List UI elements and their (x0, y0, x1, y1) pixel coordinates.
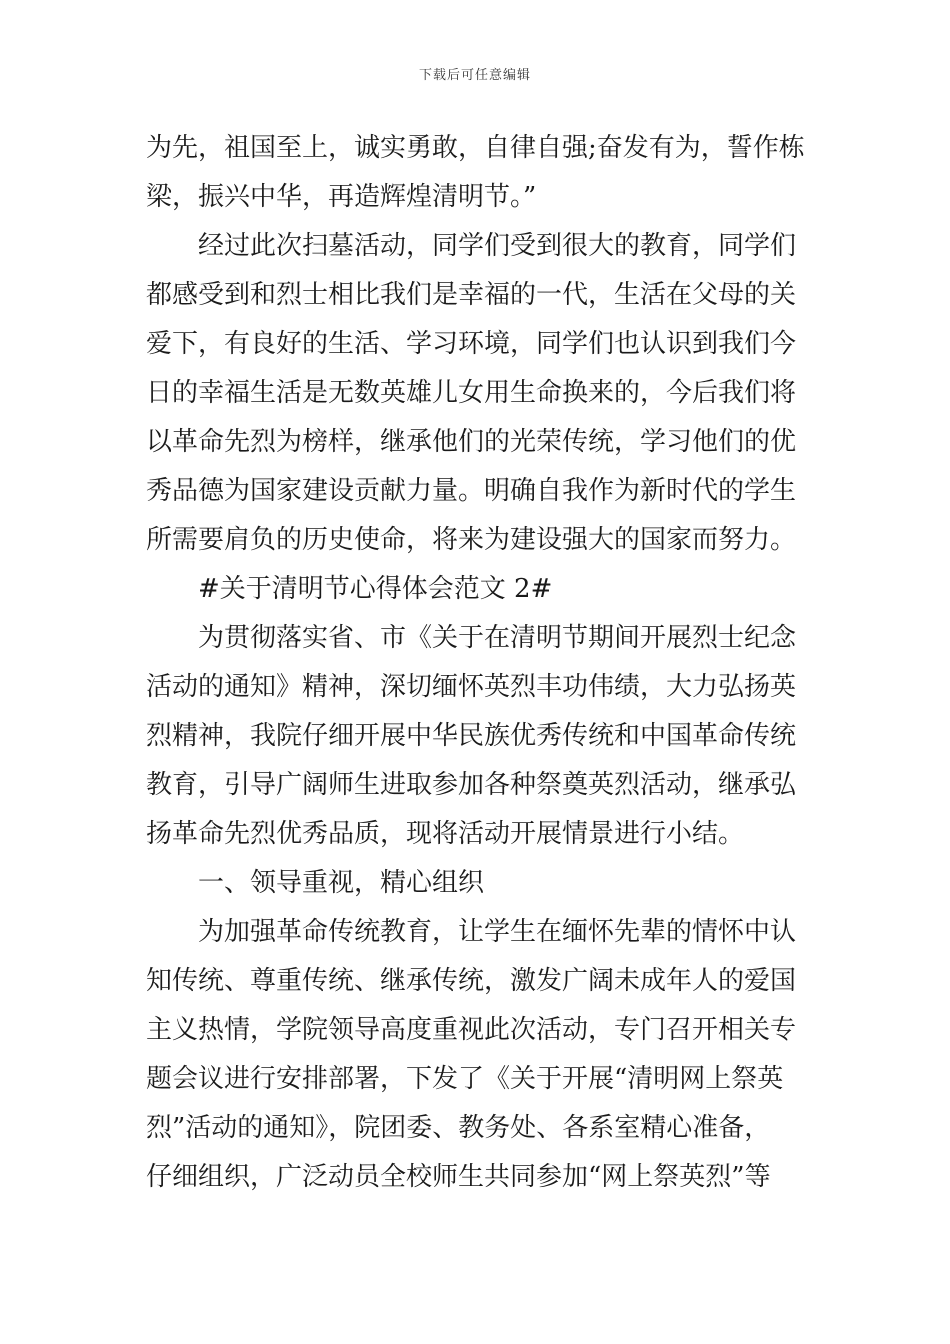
text-line: 为先，祖国至上，诚实勇敢，自律自强;奋发有为，誓作栋 (146, 133, 805, 163)
text-line: 教育，引导广阔师生进取参加各种祭奠英烈活动，继承弘 (146, 770, 797, 800)
subsection-heading: 一、领导重视，精心组织 (198, 868, 485, 898)
text-line: 题会议进行安排部署，下发了《关于开展“清明网上祭英 (146, 1064, 784, 1094)
text-line: 秀品德为国家建设贡献力量。明确自我作为新时代的学生 (146, 476, 797, 506)
text-line: 主义热情，学院领导高度重视此次活动，专门召开相关专 (146, 1015, 797, 1045)
paragraph-start-line: 为加强革命传统教育，让学生在缅怀先辈的情怀中认 (198, 917, 797, 947)
text-line: 日的幸福生活是无数英雄儿女用生命换来的，今后我们将 (146, 378, 797, 408)
paragraph-start-line: 为贯彻落实省、市《关于在清明节期间开展烈士纪念 (198, 623, 797, 653)
text-line: 扬革命先烈优秀品质，现将活动开展情景进行小结。 (146, 819, 745, 849)
text-line: 仔细组织，广泛动员全校师生共同参加“网上祭英烈”等 (146, 1162, 771, 1192)
section-heading: #关于清明节心得体会范文 2# (198, 574, 553, 604)
text-line: 梁，振兴中华，再造辉煌清明节。” (146, 182, 537, 212)
document-body (146, 124, 808, 1202)
text-line: 爱下，有良好的生活、学习环境，同学们也认识到我们今 (146, 329, 797, 359)
text-line: 活动的通知》精神，深切缅怀英烈丰功伟绩，大力弘扬英 (146, 672, 797, 702)
text-line: 所需要肩负的历史使命，将来为建设强大的国家而努力。 (146, 525, 797, 555)
text-line: 以革命先烈为榜样，继承他们的光荣传统，学习他们的优 (146, 427, 797, 457)
text-line: 烈精神，我院仔细开展中华民族优秀传统和中国革命传统 (146, 721, 797, 751)
text-line: 知传统、尊重传统、继承传统，激发广阔未成年人的爱国 (146, 966, 797, 996)
text-line: 都感受到和烈士相比我们是幸福的一代，生活在父母的关 (146, 280, 797, 310)
paragraph-start-line: 经过此次扫墓活动，同学们受到很大的教育，同学们 (198, 231, 797, 261)
page-header: 下载后可任意编辑 (418, 68, 531, 83)
text-line: 烈”活动的通知》，院团委、教务处、各系室精心准备， (146, 1113, 771, 1143)
